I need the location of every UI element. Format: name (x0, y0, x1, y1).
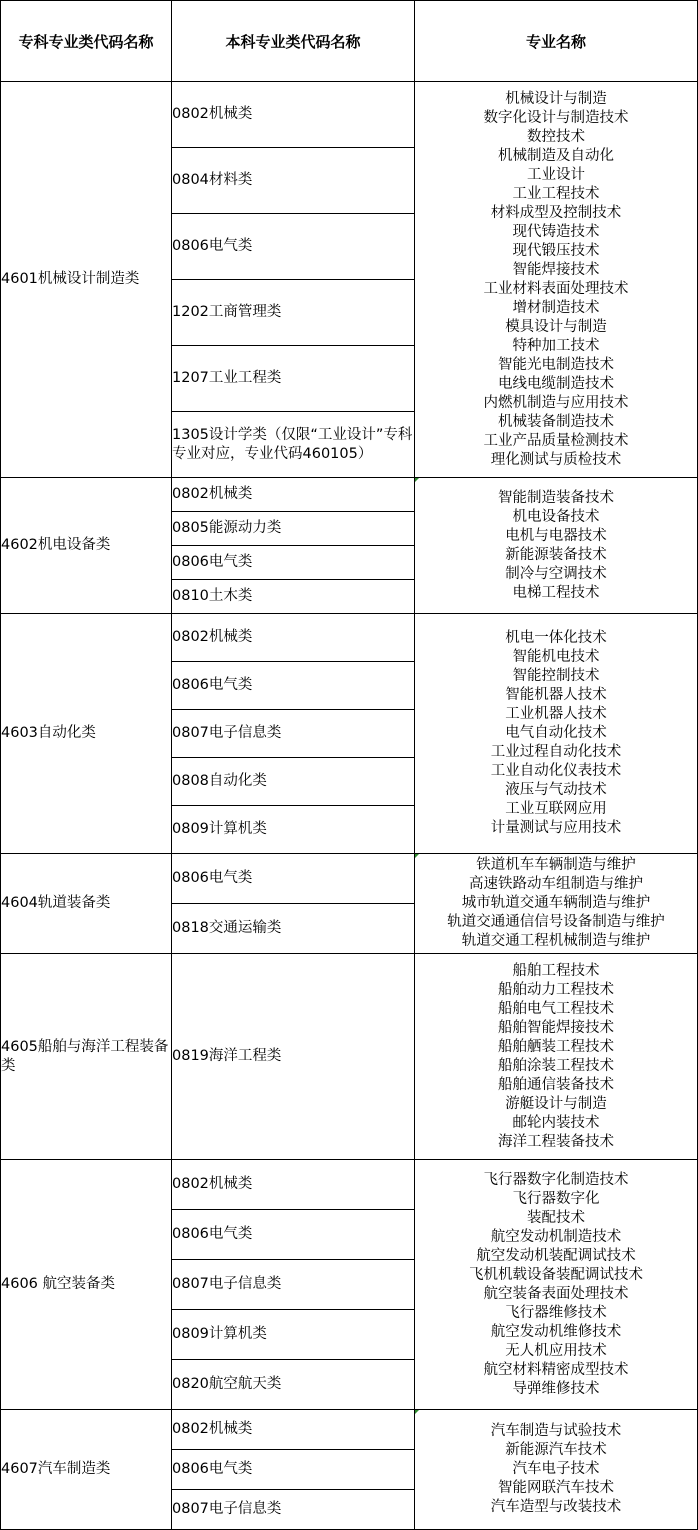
major-name: 智能光电制造技术 (498, 356, 614, 373)
bachelor-category-cell: 0807电子信息类 (172, 1260, 415, 1310)
major-name: 电机与电器技术 (505, 527, 607, 544)
table-row (1, 1160, 698, 1210)
major-name: 工业工程技术 (512, 185, 600, 202)
major-name: 工业机器人技术 (505, 706, 607, 722)
major-name: 船舶工程技术 (512, 962, 600, 979)
table-row (1, 614, 698, 662)
major-name: 航空发动机装配调试技术 (476, 1247, 636, 1264)
major-name: 汽车制造与试验技术 (490, 1423, 622, 1439)
bachelor-category-cell: 0802机械类 (172, 478, 415, 512)
table-row (1, 82, 698, 148)
table-row (1, 854, 698, 904)
major-name: 城市轨道交通车辆制造与维护 (461, 895, 651, 911)
major-name: 机电一体化技术 (505, 630, 607, 646)
bachelor-category-cell: 0807电子信息类 (172, 710, 415, 758)
table-row (1, 1410, 698, 1450)
bachelor-category-cell: 0806电气类 (172, 1210, 415, 1260)
bachelor-category-cell: 0806电气类 (172, 662, 415, 710)
bachelor-category-cell: 0808自动化类 (172, 758, 415, 806)
bachelor-category-cell: 0819海洋工程类 (172, 954, 415, 1160)
bachelor-category-cell: 0807电子信息类 (172, 1490, 415, 1530)
header-major-name: 专业名称 (415, 1, 698, 82)
major-name: 电气自动化技术 (505, 725, 607, 741)
bachelor-category-cell: 0818交通运输类 (172, 904, 415, 954)
major-name: 航空装备表面处理技术 (483, 1285, 629, 1302)
bachelor-category-cell: 1207工业工程类 (172, 346, 415, 412)
junior-category-cell: 4605船舶与海洋工程装备类 (1, 954, 172, 1160)
major-name: 模具设计与制造 (505, 318, 607, 335)
bachelor-category-cell: 0802机械类 (172, 614, 415, 662)
major-name: 智能机器人技术 (505, 687, 607, 703)
major-name: 船舶动力工程技术 (498, 981, 614, 998)
bachelor-category-cell: 1202工商管理类 (172, 280, 415, 346)
major-name: 飞机机载设备装配调试技术 (469, 1266, 643, 1283)
major-name: 装配技术 (527, 1209, 585, 1226)
bachelor-category-cell: 0805能源动力类 (172, 512, 415, 546)
junior-category-cell: 4607汽车制造类 (1, 1410, 172, 1530)
major-name: 无人机应用技术 (505, 1342, 607, 1359)
major-list-cell (415, 854, 698, 954)
major-name: 船舶智能焊接技术 (498, 1019, 614, 1036)
bachelor-category-cell: 1305设计学类（仅限“工业设计”专科专业对应，专业代码460105） (172, 412, 415, 478)
table-row (1, 478, 698, 512)
major-name: 机械设计与制造 (505, 90, 607, 107)
header-bachelor-category: 本科专业类代码名称 (172, 1, 415, 82)
major-name: 特种加工技术 (512, 337, 600, 354)
major-name: 电线电缆制造技术 (498, 375, 614, 392)
major-name: 智能控制技术 (512, 668, 600, 684)
bachelor-category-cell: 0809计算机类 (172, 806, 415, 854)
bachelor-category-cell: 0810土木类 (172, 580, 415, 614)
junior-category-cell: 4604轨道装备类 (1, 854, 172, 954)
major-name: 材料成型及控制技术 (490, 204, 622, 221)
bachelor-category-cell: 0806电气类 (172, 546, 415, 580)
major-name: 海洋工程装备技术 (498, 1133, 614, 1150)
major-name: 电梯工程技术 (512, 584, 600, 601)
bachelor-category-cell: 0806电气类 (172, 1450, 415, 1490)
bachelor-category-cell: 0820航空航天类 (172, 1360, 415, 1410)
major-name: 工业设计 (527, 166, 585, 183)
bachelor-category-cell: 0802机械类 (172, 82, 415, 148)
bachelor-category-cell: 0806电气类 (172, 214, 415, 280)
major-name: 工业产品质量检测技术 (483, 432, 629, 449)
major-name: 船舶电气工程技术 (498, 1000, 614, 1017)
header-junior-category: 专科专业类代码名称 (1, 1, 172, 82)
major-name: 工业互联网应用 (505, 801, 607, 817)
major-name: 船舶涂装工程技术 (498, 1057, 614, 1074)
major-name: 汽车电子技术 (512, 1461, 600, 1477)
major-name: 智能焊接技术 (512, 261, 600, 278)
major-name: 航空发动机维修技术 (490, 1323, 622, 1340)
major-name: 高速铁路动车组制造与维护 (469, 876, 643, 892)
major-name: 飞行器数字化 (512, 1190, 600, 1207)
bachelor-category-cell: 0809计算机类 (172, 1310, 415, 1360)
major-name: 汽车造型与改装技术 (490, 1499, 622, 1515)
major-name: 导弹维修技术 (512, 1380, 600, 1397)
major-list-cell (415, 82, 698, 478)
major-name: 轨道交通通信信号设备制造与维护 (447, 914, 665, 930)
major-name: 新能源汽车技术 (505, 1442, 607, 1458)
major-list-cell (415, 954, 698, 1160)
table-row (1, 954, 698, 1160)
major-name: 计量测试与应用技术 (490, 820, 622, 836)
major-name: 飞行器维修技术 (505, 1304, 607, 1321)
header-row (1, 1, 698, 82)
junior-category-cell: 4606 航空装备类 (1, 1160, 172, 1410)
bachelor-category-cell: 0802机械类 (172, 1160, 415, 1210)
major-name: 数控技术 (527, 128, 585, 145)
major-name: 航空发动机制造技术 (490, 1228, 622, 1245)
major-name: 工业材料表面处理技术 (483, 280, 629, 297)
junior-category-cell: 4603自动化类 (1, 614, 172, 854)
major-name: 铁道机车车辆制造与维护 (476, 857, 636, 873)
bachelor-category-cell: 0802机械类 (172, 1410, 415, 1450)
major-name: 制冷与空调技术 (505, 565, 607, 582)
major-name: 机械装备制造技术 (498, 413, 614, 430)
major-name: 船舶通信装备技术 (498, 1076, 614, 1093)
major-name: 游艇设计与制造 (505, 1095, 607, 1112)
major-list-cell (415, 1160, 698, 1410)
major-list-cell (415, 478, 698, 614)
major-name: 内燃机制造与应用技术 (483, 394, 629, 411)
major-list-cell (415, 1410, 698, 1530)
major-name: 飞行器数字化制造技术 (483, 1171, 629, 1188)
major-name: 智能制造装备技术 (498, 489, 614, 506)
major-name: 工业过程自动化技术 (490, 744, 622, 760)
major-name: 航空材料精密成型技术 (483, 1361, 629, 1378)
major-name: 机电设备技术 (512, 508, 600, 525)
bachelor-category-cell: 0806电气类 (172, 854, 415, 904)
major-name: 船舶舾装工程技术 (498, 1038, 614, 1055)
major-name: 新能源装备技术 (505, 546, 607, 563)
major-name: 现代锻压技术 (512, 242, 600, 259)
major-name: 液压与气动技术 (505, 782, 607, 798)
major-name: 邮轮内装技术 (512, 1114, 600, 1131)
bachelor-category-cell: 0804材料类 (172, 148, 415, 214)
major-name: 轨道交通工程机械制造与维护 (461, 933, 651, 949)
junior-category-cell: 4601机械设计制造类 (1, 82, 172, 478)
major-name: 现代铸造技术 (512, 223, 600, 240)
major-name: 数字化设计与制造技术 (483, 109, 629, 126)
junior-category-cell: 4602机电设备类 (1, 478, 172, 614)
major-name: 理化测试与质检技术 (490, 451, 622, 468)
major-list-cell (415, 614, 698, 854)
major-name: 工业自动化仪表技术 (490, 763, 622, 779)
major-name: 机械制造及自动化 (498, 147, 614, 164)
major-name: 增材制造技术 (512, 299, 600, 316)
major-name: 智能网联汽车技术 (498, 1480, 614, 1496)
major-name: 智能机电技术 (512, 649, 600, 665)
